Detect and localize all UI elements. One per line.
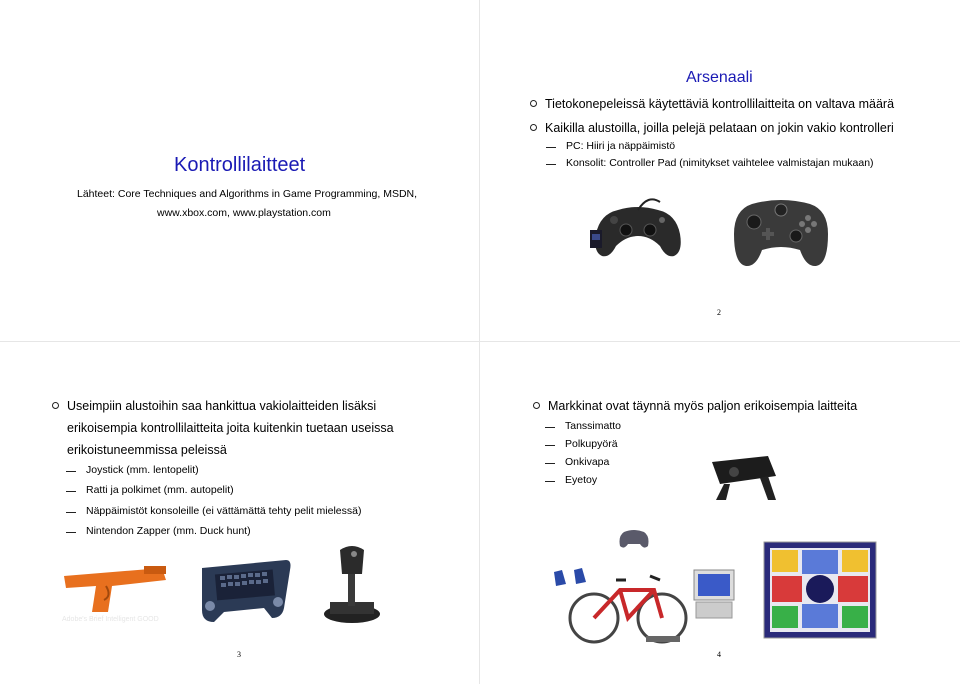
dash-icon <box>546 164 556 165</box>
bicycle-image <box>564 556 694 648</box>
slide-title: Kontrollilaitteet <box>174 154 306 176</box>
bullet-text: Useimpiin alustoihin saa hankittua vakiolaitteiden lisäksi <box>67 399 377 413</box>
bullet-item <box>545 116 894 140</box>
eyetoy-camera-image <box>706 454 780 502</box>
sub-text: Konsolit: Controller Pad (nimitykset vaihtelee valmistajan mukaan) <box>566 157 874 169</box>
dash-icon <box>66 532 76 533</box>
sub-item <box>86 484 234 496</box>
dash-icon <box>66 512 76 513</box>
sub-item <box>565 420 621 432</box>
sub-text: Onkivapa <box>565 456 610 468</box>
bullet-text: Kaikilla alustoilla, joilla pelejä pelataan on jokin vakio kontrolleri <box>545 121 894 135</box>
bullet-icon <box>530 124 537 131</box>
sub-text: Eyetoy <box>565 474 598 486</box>
dash-icon <box>545 427 555 428</box>
sub-item <box>565 438 618 450</box>
sub-text: PC: Hiiri ja näppäimistö <box>566 140 676 152</box>
sub-text: Joystick (mm. lentopelit) <box>86 464 199 476</box>
dash-icon <box>546 147 556 148</box>
sub-item <box>566 140 675 152</box>
sub-text: Polkupyörä <box>565 438 618 450</box>
watermark-text: Adobe's Brief Intelligent GOOD <box>62 616 159 623</box>
slide-1 <box>0 0 479 341</box>
bullet-item <box>67 394 376 418</box>
sub-item <box>565 474 597 486</box>
tv-image <box>692 568 736 620</box>
dance-mat-image <box>762 540 878 640</box>
sub-item <box>86 505 361 517</box>
keyboard-image <box>194 556 294 626</box>
sub-text: Ratti ja polkimet (mm. autopelit) <box>86 484 234 496</box>
bullet-icon <box>533 402 540 409</box>
slide-title: Arsenaali <box>686 69 753 86</box>
slide-3 <box>0 342 479 684</box>
gamepad-icon <box>618 528 650 550</box>
sub-text: Tanssimatto <box>565 420 622 432</box>
sub-item <box>86 525 251 537</box>
playstation-controller-image <box>588 190 688 266</box>
sub-item <box>86 464 199 476</box>
sub-text: Näppäimistöt konsoleille (ei vättämättä tehty pelit mielessä) <box>86 505 362 517</box>
bullet-text: Tietokonepeleissä käytettäviä kontrollilaitteita on valtava määrä <box>545 97 895 111</box>
bullet-item <box>545 92 894 116</box>
bullet-item <box>548 394 857 418</box>
bullet-icon <box>52 402 59 409</box>
bullet-text: Markkinat ovat täynnä myös paljon erikoisempia laitteita <box>548 399 858 413</box>
sub-item <box>566 157 874 169</box>
joystick-image <box>320 542 382 626</box>
dash-icon <box>545 481 555 482</box>
slide-4 <box>480 342 960 684</box>
sub-text: Nintendon Zapper (mm. Duck hunt) <box>86 525 251 537</box>
zapper-image <box>62 562 170 620</box>
dash-icon <box>66 471 76 472</box>
bullet-continuation: erikoisempia kontrollilaitteita joita kuitenkin tuetaan useissa <box>67 421 394 435</box>
sources-line-1: Lähteet: Core Techniques and Algorithms in Game Programming, MSDN, <box>77 188 418 200</box>
slide-2 <box>480 0 960 341</box>
bullet-continuation: erikoistuneemmissa peleissä <box>67 443 227 457</box>
sub-item <box>565 456 609 468</box>
page-number: 3 <box>237 650 241 659</box>
page-number: 4 <box>717 650 721 659</box>
dash-icon <box>545 463 555 464</box>
page-number: 2 <box>717 308 721 317</box>
dash-icon <box>545 445 555 446</box>
bullet-icon <box>530 100 537 107</box>
dash-icon <box>66 491 76 492</box>
xbox-controller-image <box>732 194 830 270</box>
sources-line-2: www.xbox.com, www.playstation.com <box>157 207 331 219</box>
